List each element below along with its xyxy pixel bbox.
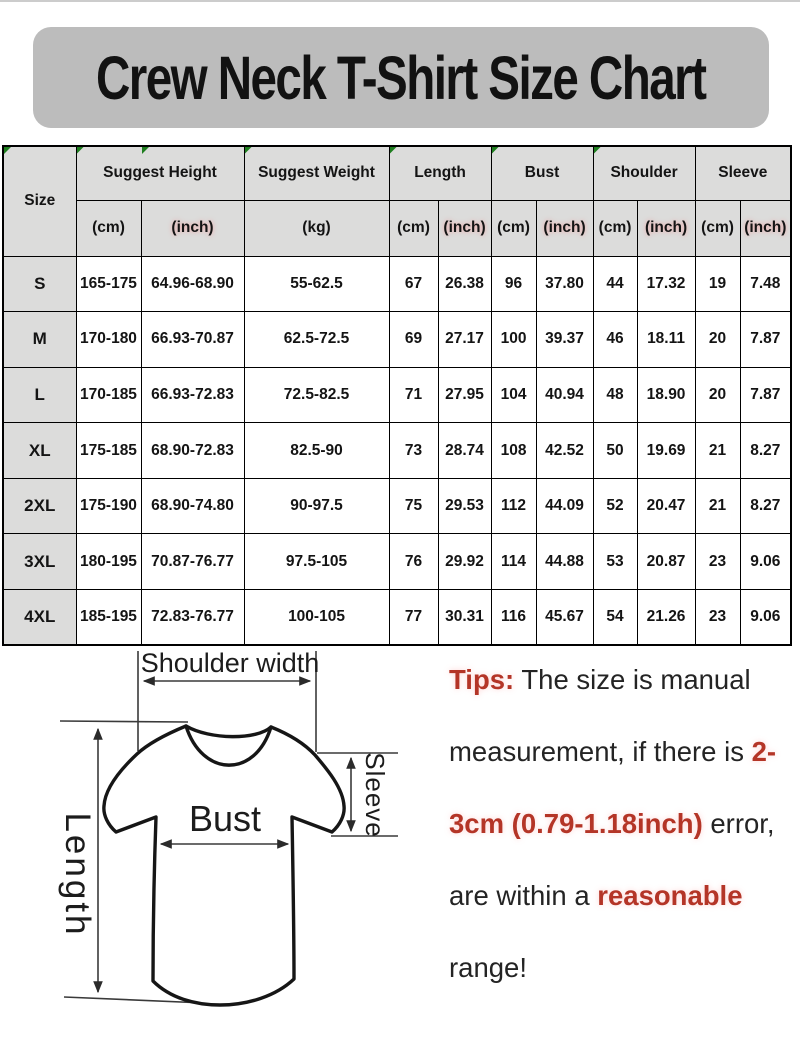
table-cell: 23 xyxy=(695,590,740,646)
table-cell: 100-105 xyxy=(244,590,389,646)
table-cell: 28.74 xyxy=(438,423,491,479)
table-cell: 108 xyxy=(491,423,536,479)
table-cell: 20.87 xyxy=(637,534,695,590)
table-cell: 64.96-68.90 xyxy=(141,256,244,312)
table-cell: 39.37 xyxy=(536,312,593,368)
table-cell: 44 xyxy=(593,256,637,312)
table-cell: 7.87 xyxy=(740,312,791,368)
table-cell: 50 xyxy=(593,423,637,479)
table-cell: 77 xyxy=(389,590,438,646)
table-cell: 48 xyxy=(593,367,637,423)
size-label: 3XL xyxy=(3,534,76,590)
table-cell: 67 xyxy=(389,256,438,312)
header-unit: (cm) xyxy=(593,200,637,256)
header-unit: (cm) xyxy=(695,200,740,256)
table-cell: 23 xyxy=(695,534,740,590)
table-cell: 55-62.5 xyxy=(244,256,389,312)
size-label: M xyxy=(3,312,76,368)
table-row xyxy=(3,367,791,423)
table-row xyxy=(3,590,791,646)
tip-segment: measurement, if there is xyxy=(449,736,752,767)
header-length: Length xyxy=(389,146,491,200)
table-cell: 44.88 xyxy=(536,534,593,590)
table-cell: 53 xyxy=(593,534,637,590)
table-cell: 21.26 xyxy=(637,590,695,646)
table-cell: 170-180 xyxy=(76,312,141,368)
tip-line xyxy=(449,932,776,1004)
table-row xyxy=(3,534,791,590)
tshirt-outline xyxy=(104,726,344,1005)
table-cell: 46 xyxy=(593,312,637,368)
tip-line xyxy=(449,788,776,860)
table-cell: 112 xyxy=(491,478,536,534)
tip-segment: range! xyxy=(449,952,527,983)
header-row-groups xyxy=(3,146,791,200)
header-unit: (kg) xyxy=(244,200,389,256)
table-cell: 62.5-72.5 xyxy=(244,312,389,368)
header-unit: (inch) xyxy=(438,200,491,256)
table-cell: 21 xyxy=(695,423,740,479)
length-guide-top xyxy=(60,721,188,722)
header-row-units xyxy=(3,200,791,256)
table-cell: 66.93-72.83 xyxy=(141,367,244,423)
table-row xyxy=(3,478,791,534)
tip-line xyxy=(449,644,776,716)
table-cell: 66.93-70.87 xyxy=(141,312,244,368)
tip-line xyxy=(449,716,776,788)
tshirt-diagram-svg xyxy=(20,648,440,1040)
bust-label: Bust xyxy=(188,798,262,839)
header-unit: (inch) xyxy=(536,200,593,256)
table-cell: 116 xyxy=(491,590,536,646)
table-cell: 27.95 xyxy=(438,367,491,423)
table-cell: 20 xyxy=(695,367,740,423)
size-label: 4XL xyxy=(3,590,76,646)
table-cell: 69 xyxy=(389,312,438,368)
header-size: Size xyxy=(3,146,76,256)
header-suggest-weight: Suggest Weight xyxy=(244,146,389,200)
table-cell: 170-185 xyxy=(76,367,141,423)
header-unit: (inch) xyxy=(637,200,695,256)
table-cell: 45.67 xyxy=(536,590,593,646)
tip-highlight: 2- xyxy=(751,736,777,767)
tip-highlight: reasonable xyxy=(597,880,743,911)
table-cell: 72.83-76.77 xyxy=(141,590,244,646)
shoulder-width-label: Shoulder width xyxy=(140,648,320,678)
table-cell: 19.69 xyxy=(637,423,695,479)
header-unit: (cm) xyxy=(389,200,438,256)
table-cell: 7.48 xyxy=(740,256,791,312)
table-cell: 165-175 xyxy=(76,256,141,312)
table-cell: 68.90-74.80 xyxy=(141,478,244,534)
sleeve-label: Sleeve xyxy=(360,752,390,838)
tips-text xyxy=(449,644,776,1004)
table-cell: 8.27 xyxy=(740,423,791,479)
tip-segment: error, xyxy=(702,808,775,839)
table-cell: 97.5-105 xyxy=(244,534,389,590)
table-cell: 52 xyxy=(593,478,637,534)
table-cell: 44.09 xyxy=(536,478,593,534)
table-cell: 71 xyxy=(389,367,438,423)
table-cell: 18.90 xyxy=(637,367,695,423)
table-cell: 96 xyxy=(491,256,536,312)
table-cell: 104 xyxy=(491,367,536,423)
table-cell: 21 xyxy=(695,478,740,534)
tip-segment: are within a xyxy=(449,880,598,911)
table-cell: 82.5-90 xyxy=(244,423,389,479)
size-table-head xyxy=(3,146,791,256)
table-cell: 42.52 xyxy=(536,423,593,479)
table-cell: 185-195 xyxy=(76,590,141,646)
table-cell: 18.11 xyxy=(637,312,695,368)
header-unit: (cm) xyxy=(76,200,141,256)
size-table-body xyxy=(3,256,791,645)
table-cell: 20 xyxy=(695,312,740,368)
table-row xyxy=(3,423,791,479)
tip-segment: The size is manual xyxy=(514,664,751,695)
table-cell: 9.06 xyxy=(740,590,791,646)
table-cell: 73 xyxy=(389,423,438,479)
table-cell: 20.47 xyxy=(637,478,695,534)
tshirt-diagram xyxy=(20,648,440,1040)
title-banner xyxy=(33,27,769,128)
table-cell: 72.5-82.5 xyxy=(244,367,389,423)
table-cell: 26.38 xyxy=(438,256,491,312)
size-label: L xyxy=(3,367,76,423)
table-cell: 114 xyxy=(491,534,536,590)
table-cell: 68.90-72.83 xyxy=(141,423,244,479)
header-unit: (inch) xyxy=(740,200,791,256)
table-cell: 7.87 xyxy=(740,367,791,423)
table-cell: 19 xyxy=(695,256,740,312)
table-cell: 29.92 xyxy=(438,534,491,590)
tip-highlight: Tips: xyxy=(449,664,515,695)
table-cell: 100 xyxy=(491,312,536,368)
header-unit: (cm) xyxy=(491,200,536,256)
table-cell: 76 xyxy=(389,534,438,590)
table-cell: 8.27 xyxy=(740,478,791,534)
tip-line xyxy=(449,860,776,932)
table-cell: 17.32 xyxy=(637,256,695,312)
table-cell: 175-190 xyxy=(76,478,141,534)
size-label: S xyxy=(3,256,76,312)
table-cell: 40.94 xyxy=(536,367,593,423)
table-cell: 175-185 xyxy=(76,423,141,479)
table-cell: 75 xyxy=(389,478,438,534)
table-cell: 29.53 xyxy=(438,478,491,534)
table-cell: 27.17 xyxy=(438,312,491,368)
size-chart-table xyxy=(2,145,792,646)
header-sleeve: Sleeve xyxy=(695,146,791,200)
size-label: 2XL xyxy=(3,478,76,534)
size-label: XL xyxy=(3,423,76,479)
table-cell: 37.80 xyxy=(536,256,593,312)
top-divider xyxy=(0,0,800,2)
table-cell: 9.06 xyxy=(740,534,791,590)
table-cell: 70.87-76.77 xyxy=(141,534,244,590)
header-bust: Bust xyxy=(491,146,593,200)
table-cell: 54 xyxy=(593,590,637,646)
page-title: Crew Neck T-Shirt Size Chart xyxy=(96,43,706,112)
table-cell: 90-97.5 xyxy=(244,478,389,534)
table-row xyxy=(3,256,791,312)
header-suggest-height: Suggest Height xyxy=(76,146,244,200)
table-row xyxy=(3,312,791,368)
header-unit: (inch) xyxy=(141,200,244,256)
length-label: Length xyxy=(58,812,97,938)
header-shoulder: Shoulder xyxy=(593,146,695,200)
table-cell: 30.31 xyxy=(438,590,491,646)
tip-highlight: 3cm (0.79-1.18inch) xyxy=(449,808,703,839)
table-cell: 180-195 xyxy=(76,534,141,590)
